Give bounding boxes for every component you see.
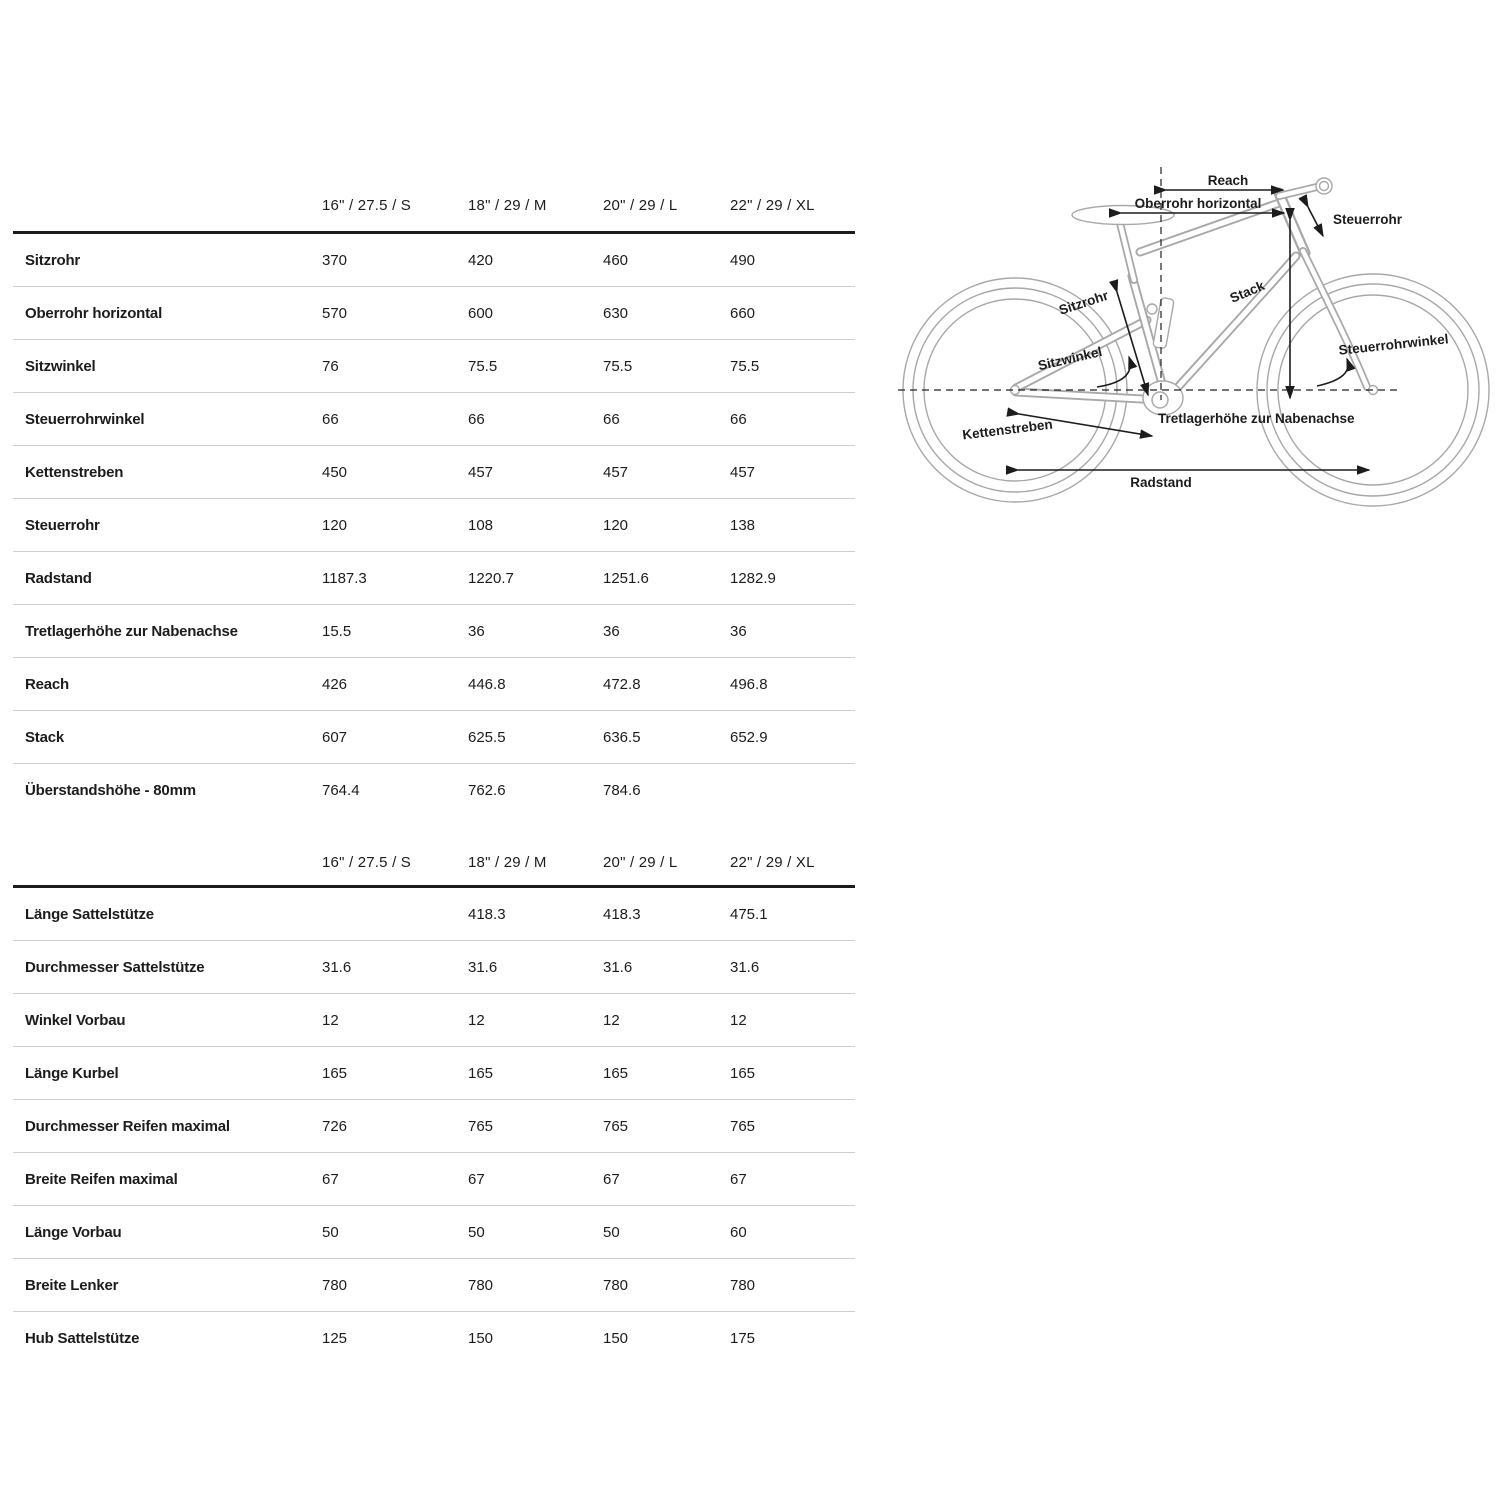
cell: 426	[322, 675, 348, 693]
table-row	[13, 499, 855, 552]
row-label: Oberrohr horizontal	[25, 304, 163, 322]
cell: 108	[468, 516, 494, 534]
cell: 31.6	[468, 958, 498, 976]
cell: 1187.3	[322, 569, 367, 587]
cell: 66	[468, 410, 485, 428]
row-label: Tretlagerhöhe zur Nabenachse	[25, 622, 238, 640]
table-row	[13, 1047, 855, 1100]
corner-cell	[13, 816, 322, 887]
diagram-label-sitzwinkel: Sitzwinkel	[1036, 343, 1104, 374]
row-label: Winkel Vorbau	[25, 1011, 126, 1029]
size-header: 20" / 29 / L	[603, 197, 678, 214]
cell: 31.6	[322, 958, 352, 976]
geometry-tables	[13, 160, 855, 1364]
diagram-label-oberrohr: Oberrohr horizontal	[1134, 196, 1262, 211]
table-row	[13, 1206, 855, 1259]
row-label: Sitzrohr	[25, 251, 81, 269]
cell: 12	[603, 1011, 620, 1029]
header-row	[13, 816, 855, 887]
cell: 125	[322, 1329, 348, 1347]
cell: 76	[322, 357, 339, 375]
handlebar-grip	[1316, 178, 1332, 194]
cell: 67	[730, 1170, 747, 1188]
cell: 762.6	[468, 781, 506, 799]
cell: 418.3	[468, 905, 506, 923]
size-header: 18" / 29 / M	[468, 854, 547, 871]
cell: 780	[603, 1276, 629, 1294]
cell: 765	[730, 1117, 756, 1135]
size-header: 18" / 29 / M	[468, 197, 547, 214]
table-row	[13, 1259, 855, 1312]
cell: 66	[730, 410, 747, 428]
table-row	[13, 605, 855, 658]
table-row	[13, 887, 855, 941]
cell: 165	[322, 1064, 348, 1082]
cell: 175	[730, 1329, 756, 1347]
frame-geometry-table	[13, 160, 855, 816]
row-label: Sitzwinkel	[25, 357, 96, 375]
cell: 36	[468, 622, 485, 640]
cell: 120	[603, 516, 629, 534]
cell: 475.1	[730, 905, 768, 923]
cell	[322, 887, 468, 941]
size-header: 20" / 29 / L	[603, 854, 678, 871]
cell: 765	[603, 1117, 629, 1135]
cell: 67	[468, 1170, 485, 1188]
diagram-label-steuerrohrwinkel: Steuerrohrwinkel	[1337, 331, 1450, 358]
cell: 1282.9	[730, 569, 776, 587]
cell: 31.6	[730, 958, 760, 976]
row-label: Steuerrohrwinkel	[25, 410, 145, 428]
cell: 636.5	[603, 728, 641, 746]
table-row	[13, 552, 855, 605]
cell	[730, 764, 855, 817]
chainring	[1143, 381, 1183, 415]
bike-geometry-diagram	[890, 140, 1500, 530]
row-label: Breite Lenker	[25, 1276, 119, 1294]
cell: 75.5	[603, 357, 633, 375]
corner-cell	[13, 160, 322, 233]
cell: 446.8	[468, 675, 506, 693]
cell: 12	[468, 1011, 485, 1029]
header-row	[13, 160, 855, 233]
table-row	[13, 1312, 855, 1365]
table-row	[13, 1153, 855, 1206]
row-label: Durchmesser Sattelstütze	[25, 958, 205, 976]
table-row	[13, 233, 855, 287]
size-header: 16" / 27.5 / S	[322, 854, 412, 871]
size-header: 22" / 29 / XL	[730, 197, 815, 214]
cell: 12	[730, 1011, 747, 1029]
row-label: Reach	[25, 675, 70, 693]
cell: 36	[730, 622, 747, 640]
cell: 450	[322, 463, 348, 481]
cell: 457	[730, 463, 756, 481]
table-row	[13, 287, 855, 340]
row-label: Länge Vorbau	[25, 1223, 122, 1241]
cell: 66	[322, 410, 339, 428]
cell: 764.4	[322, 781, 360, 799]
table-row	[13, 764, 855, 817]
cell: 780	[730, 1276, 756, 1294]
cell: 765	[468, 1117, 494, 1135]
cell: 784.6	[603, 781, 641, 799]
cell: 607	[322, 728, 348, 746]
headtube-arrow	[1308, 207, 1323, 236]
cell: 120	[322, 516, 348, 534]
cell: 150	[603, 1329, 629, 1347]
cell: 472.8	[603, 675, 641, 693]
table-row	[13, 340, 855, 393]
cell: 460	[603, 251, 629, 269]
cell: 726	[322, 1117, 348, 1135]
cell: 420	[468, 251, 494, 269]
cell: 490	[730, 251, 756, 269]
cell: 36	[603, 622, 620, 640]
diagram-label-steuerrohr: Steuerrohr	[1333, 212, 1403, 227]
row-label: Breite Reifen maximal	[25, 1170, 178, 1188]
cell: 165	[603, 1064, 629, 1082]
diagram-label-kettenstreben: Kettenstreben	[961, 416, 1054, 443]
cell: 1251.6	[603, 569, 649, 587]
cell: 12	[322, 1011, 339, 1029]
diagram-label-sitzrohr: Sitzrohr	[1057, 287, 1111, 318]
cell: 60	[730, 1223, 747, 1241]
row-label: Durchmesser Reifen maximal	[25, 1117, 230, 1135]
cell: 660	[730, 304, 756, 322]
cell: 50	[603, 1223, 620, 1241]
cell: 600	[468, 304, 494, 322]
cell: 1220.7	[468, 569, 514, 587]
cell: 66	[603, 410, 620, 428]
components-table	[13, 816, 855, 1364]
cell: 780	[322, 1276, 348, 1294]
table-row	[13, 711, 855, 764]
size-header: 16" / 27.5 / S	[322, 197, 412, 214]
cell: 418.3	[603, 905, 641, 923]
cell: 625.5	[468, 728, 506, 746]
cell: 50	[322, 1223, 339, 1241]
cell: 457	[468, 463, 494, 481]
cell: 50	[468, 1223, 485, 1241]
cell: 457	[603, 463, 629, 481]
cell: 630	[603, 304, 629, 322]
row-label: Hub Sattelstütze	[25, 1329, 140, 1347]
cell: 496.8	[730, 675, 768, 693]
cell: 652.9	[730, 728, 768, 746]
cell: 570	[322, 304, 348, 322]
table-row	[13, 446, 855, 499]
cell: 75.5	[468, 357, 498, 375]
cell: 31.6	[603, 958, 633, 976]
row-label: Steuerrohr	[25, 516, 100, 534]
cell: 75.5	[730, 357, 760, 375]
diagram-label-radstand: Radstand	[1130, 475, 1192, 490]
head-angle-arc	[1317, 359, 1348, 386]
table-row	[13, 941, 855, 994]
table-row	[13, 658, 855, 711]
cell: 165	[468, 1064, 494, 1082]
diagram-label-stack: Stack	[1227, 277, 1267, 306]
cell: 138	[730, 516, 756, 534]
row-label: Radstand	[25, 569, 92, 587]
row-label: Länge Kurbel	[25, 1064, 119, 1082]
cell: 780	[468, 1276, 494, 1294]
table-row	[13, 393, 855, 446]
cell: 370	[322, 251, 348, 269]
cell: 67	[322, 1170, 339, 1188]
size-header: 22" / 29 / XL	[730, 854, 815, 871]
row-label: Stack	[25, 728, 65, 746]
row-label: Überstandshöhe - 80mm	[25, 781, 196, 799]
table-row	[13, 994, 855, 1047]
cell: 150	[468, 1329, 494, 1347]
diagram-label-tretlagerhoehe: Tretlagerhöhe zur Nabenachse	[1158, 411, 1355, 426]
cell: 165	[730, 1064, 756, 1082]
diagram-label-reach: Reach	[1207, 173, 1249, 188]
cell: 15.5	[322, 622, 352, 640]
row-label: Länge Sattelstütze	[25, 905, 154, 923]
table-row	[13, 1100, 855, 1153]
cell: 67	[603, 1170, 620, 1188]
row-label: Kettenstreben	[25, 463, 124, 481]
